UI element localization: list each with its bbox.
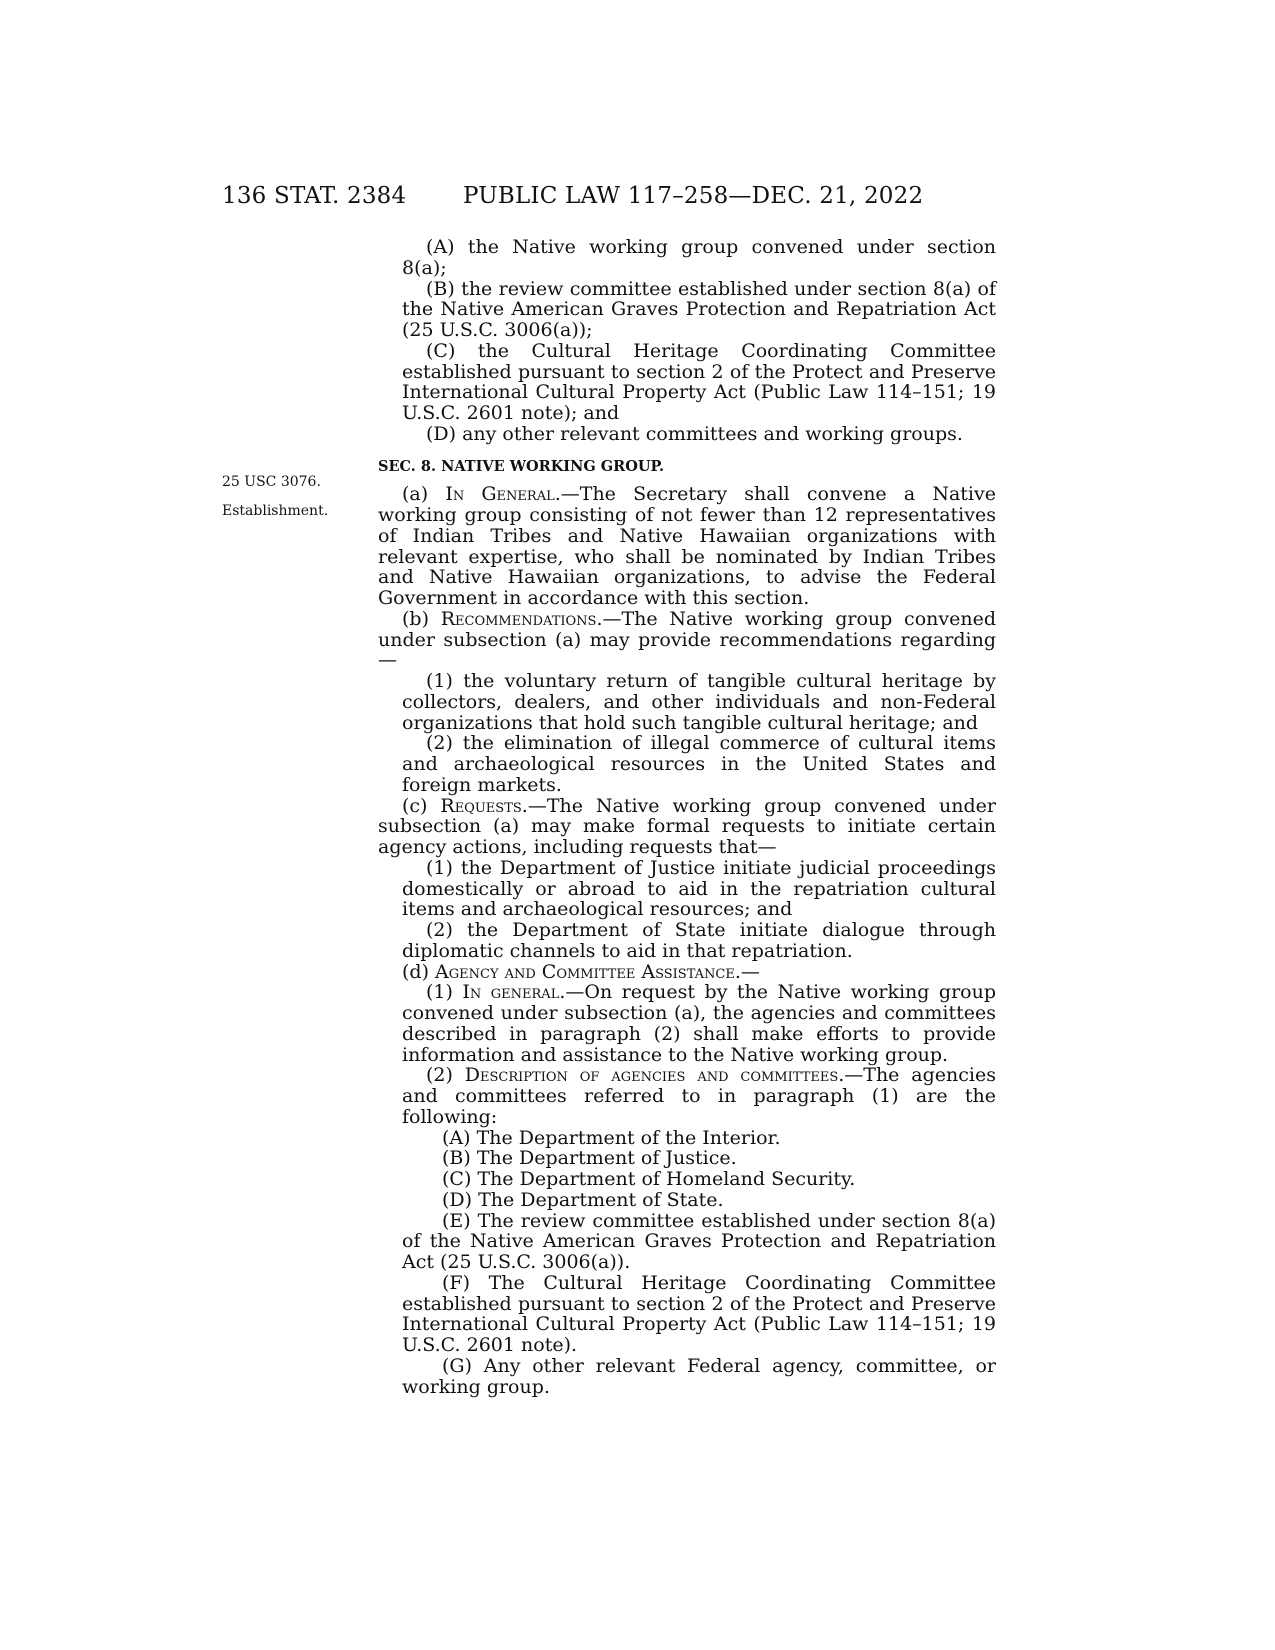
subsection-text: —The Secretary shall convene a Native working group consisting of not fewer than 12 representatives of Indian Tribes and Native Hawaiian organizations with relevant expertise, who shall be nominated by Indian Tribes and Native Hawaiian organizations, to advise the Federal Government in accordance with this section. bbox=[378, 483, 996, 609]
list-item: (C) the Cultural Heritage Coordinating Committee established pursuant to section 2 of the Protect and Preserve International Cultural Property Act (Public Law 114–151; 19 U.S.C. 2601 note); and bbox=[402, 339, 996, 424]
margin-note-establishment: Establishment. bbox=[222, 503, 329, 519]
subsection-label: (c) bbox=[402, 794, 441, 817]
paragraph-label: (2) bbox=[426, 1064, 465, 1087]
subsection-label: (d) bbox=[402, 960, 436, 983]
paragraph-item: (2) the elimination of illegal commerce of cultural items and archaeological resources in the United States and foreign markets. bbox=[402, 732, 996, 796]
agency-item: (A) The Department of the Interior. bbox=[442, 1126, 781, 1149]
agency-item: (D) The Department of State. bbox=[442, 1188, 724, 1211]
subsection-title: Requests. bbox=[440, 794, 528, 817]
subsection-label: (a) bbox=[402, 483, 446, 506]
section-heading: SEC. 8. NATIVE WORKING GROUP. bbox=[378, 457, 665, 475]
document-body bbox=[378, 237, 996, 1397]
paragraph-text: —On request by the Native working group convened under subsection (a), the agencies and committees described in paragraph (2) shall make efforts to provide information and assistance to the Native working group. bbox=[402, 981, 997, 1066]
subsection-c bbox=[378, 796, 996, 858]
subsection-a bbox=[378, 484, 996, 609]
subsection-text: —The Native working group convened under subsection (a) may make formal requests to initiate certain agency actions, including requests that— bbox=[378, 794, 996, 858]
paragraph-2 bbox=[378, 1065, 996, 1127]
running-header-title: PUBLIC LAW 117–258—DEC. 21, 2022 bbox=[463, 183, 924, 209]
subsection-b bbox=[378, 609, 996, 671]
paragraph-text: —The agencies and committees referred to in paragraph (1) are the following: bbox=[402, 1064, 996, 1128]
agency-item: (G) Any other relevant Federal agency, committee, or working group. bbox=[402, 1354, 996, 1398]
stat-page-number: 136 STAT. 2384 bbox=[222, 183, 407, 209]
subsection-text: —The Native working group convened under subsection (a) may provide recommendations regarding— bbox=[378, 607, 996, 672]
paragraph-title: Description of agencies and committees. bbox=[464, 1064, 845, 1087]
subsection-d bbox=[378, 962, 996, 983]
list-item: (A) the Native working group convened under section 8(a); bbox=[402, 236, 996, 279]
margin-note-usc-citation: 25 USC 3076. bbox=[222, 474, 321, 490]
paragraph-title: In general. bbox=[462, 981, 566, 1004]
subsection-label: (b) bbox=[402, 607, 441, 630]
paragraph-item: (1) the voluntary return of tangible cultural heritage by collectors, dealers, and other individuals and non-Federal organizations that hold such tangible cultural heritage; and bbox=[402, 670, 996, 734]
subsection-title: In General. bbox=[445, 483, 561, 506]
paragraph-item: (2) the Department of State initiate dialogue through diplomatic channels to aid in that repatriation. bbox=[402, 919, 996, 962]
agency-item: (C) The Department of Homeland Security. bbox=[442, 1168, 856, 1190]
agency-item: (E) The review committee established under section 8(a) of the Native American Graves Protection and Repatriation Act (25 U.S.C. 3006(a)). bbox=[402, 1209, 996, 1273]
subsection-title: Agency and Committee Assistance. bbox=[435, 960, 741, 983]
agency-item: (B) The Department of Justice. bbox=[442, 1147, 737, 1170]
agency-item: (F) The Cultural Heritage Coordinating Committee established pursuant to section 2 of the Protect and Preserve International Cultural Property Act (Public Law 114–151; 19 U.S.C. 2601 note). bbox=[402, 1271, 996, 1356]
paragraph-1 bbox=[378, 982, 996, 1065]
paragraph-label: (1) bbox=[426, 981, 463, 1004]
subsection-title: Recommendations. bbox=[440, 607, 603, 630]
subsection-text: — bbox=[740, 960, 760, 983]
list-item: (B) the review committee established under section 8(a) of the Native American Graves Protection and Repatriation Act (25 U.S.C. 3006(a)); bbox=[402, 277, 996, 341]
paragraph-item: (1) the Department of Justice initiate judicial proceedings domestically or abroad to aid in the repatriation cultural items and archaeological resources; and bbox=[402, 856, 996, 921]
list-item: (D) any other relevant committees and working groups. bbox=[426, 422, 963, 445]
